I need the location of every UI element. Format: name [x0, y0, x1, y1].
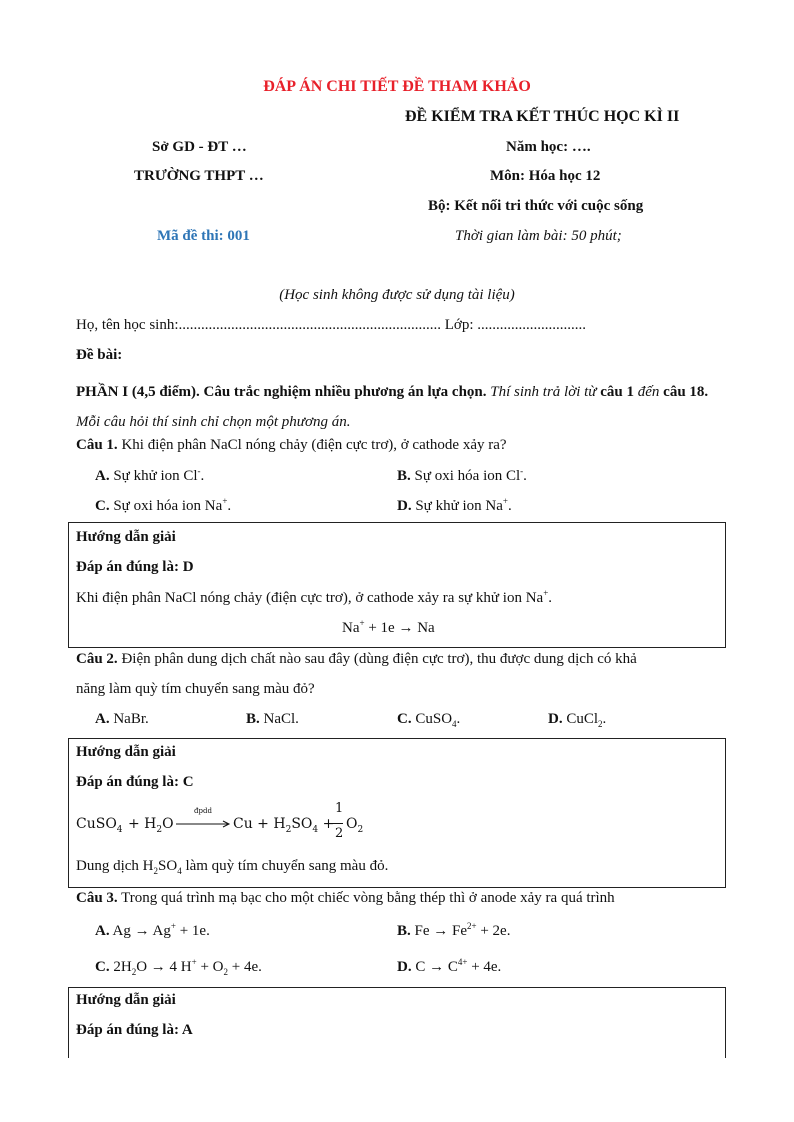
q2-option-d: D. CuCl$_2$.: [548, 711, 607, 729]
q1-equation: Na+ + 1e → Na: [342, 618, 435, 636]
q1-label: Câu 1.: [76, 437, 118, 453]
q2-option-b: B. NaCl.: [246, 711, 299, 727]
q2-explanation: Dung dịch $H_2SO_4$ làm quỳ tím chuyển sang màu đỏ.: [76, 858, 389, 876]
part1-italic-c: đến: [637, 384, 660, 400]
q1-explanation: Khi điện phân NaCl nóng chảy (điện cực trơ), ở cathode xảy ra sự khử ion Na+.: [76, 588, 553, 606]
eq-h2o: + $H_2O$: [128, 816, 174, 835]
part1-heading: [76, 377, 726, 437]
q3-option-c: C. $2H_2O \to 4$ $H^+ + O_2 + 4e$.: [95, 957, 262, 977]
department: Sở GD - ĐT …: [152, 139, 247, 155]
part1-italic-a: Thí sinh trả lời từ: [490, 384, 597, 400]
q3-answer: Đáp án đúng là: A: [76, 1022, 193, 1038]
q1-answer: Đáp án đúng là: D: [76, 559, 194, 575]
part1-bold-b: câu 1: [600, 384, 634, 400]
exam-title: ĐỀ KIỂM TRA KẾT THÚC HỌC KÌ II: [405, 108, 680, 125]
eq-cuso4: CuSO$_4$: [76, 816, 123, 835]
q2-stem-line2: năng làm quỳ tím chuyển sang màu đỏ?: [76, 681, 315, 697]
q2-answer: Đáp án đúng là: C: [76, 774, 194, 790]
exam-code: Mã đề thi: 001: [157, 228, 250, 244]
q1-option-a: A. Sự khử ion Cl-.: [95, 466, 205, 484]
q3-option-d: D. $C \to C^{4+} + 4e$.: [397, 957, 502, 975]
school-year: Năm học: ….: [506, 139, 591, 155]
q1-guide-title: Hướng dẫn giải: [76, 529, 176, 545]
eq-frac-num: 1: [335, 801, 344, 816]
q1-stem: [76, 437, 507, 454]
exam-label: Đề bài:: [76, 347, 123, 363]
q2-stem-line1: Câu 2. Điện phân dung dịch chất nào sau đây (dùng điện cực trơ), thu được dung dịch có khả: [76, 651, 637, 667]
eq-dpdd-label: đpdd: [194, 807, 212, 815]
subject: Môn: Hóa học 12: [490, 168, 601, 184]
student-name-line: Họ, tên học sinh:...................................................................... Lớp: .............................: [76, 317, 586, 333]
q1-option-c: C. Sự oxi hóa ion Na+.: [95, 496, 232, 514]
q3-option-b: B. $Fe \to Fe^{2+} + 2e$.: [397, 921, 511, 939]
q3-label: Câu 3.: [76, 890, 118, 906]
q3-guide-title: Hướng dẫn giải: [76, 992, 176, 1008]
q2-option-c: C. CuSO$_4$.: [397, 711, 461, 729]
eq-arrow-icon: [176, 819, 232, 829]
eq-frac-den: 2: [335, 826, 344, 841]
q1-text: Khi điện phân NaCl nóng chảy (điện cực trơ), ở cathode xảy ra?: [121, 437, 507, 453]
q3-option-a: A. Ag → Ag+ + 1e.: [95, 921, 210, 939]
no-materials-note: (Học sinh không được sử dụng tài liệu): [279, 287, 515, 303]
part1-bold: PHẦN I (4,5 điểm). Câu trắc nghiệm nhiều phương án lựa chọn.: [76, 384, 487, 400]
eq-products: $Cu + H_2SO_4$ +: [233, 816, 335, 835]
eq-o2: $O_2$: [346, 816, 364, 835]
q3-stem: Câu 3. Trong quá trình mạ bạc cho một chiếc vòng bằng thép thì ở anode xảy ra quá trình: [76, 890, 615, 906]
eq-frac-bar: [332, 823, 343, 824]
part1-bold-d: câu 18.: [663, 384, 709, 400]
part1-italic-e: Mỗi câu hỏi thí sinh chỉ chọn một phương án.: [76, 414, 351, 430]
main-title: ĐÁP ÁN CHI TIẾT ĐỀ THAM KHẢO: [263, 78, 531, 95]
q2-option-a: A. NaBr.: [95, 711, 149, 727]
time-limit: Thời gian làm bài: 50 phút;: [455, 228, 622, 244]
q1-option-b: B. Sự oxi hóa ion Cl-.: [397, 466, 527, 484]
book-series: Bộ: Kết nối tri thức với cuộc sống: [428, 198, 644, 214]
q1-option-d: D. Sự khử ion Na+.: [397, 496, 512, 514]
school-name: TRƯỜNG THPT …: [134, 168, 264, 184]
q2-label: Câu 2.: [76, 651, 118, 667]
q2-guide-title: Hướng dẫn giải: [76, 744, 176, 760]
